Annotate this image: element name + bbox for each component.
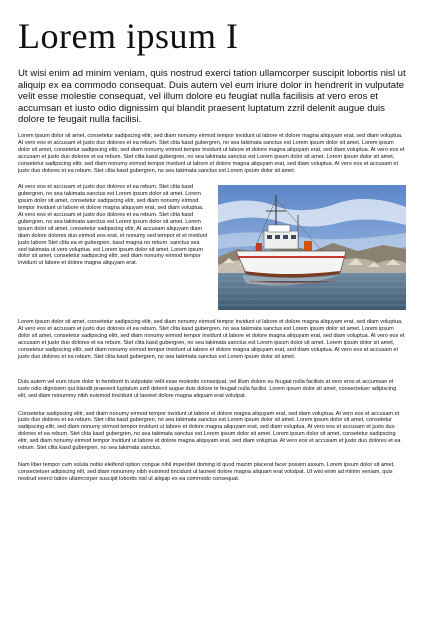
- body-paragraph: At vero eos et accusam et justo duo dolores et ea rebum. Stet clita kasd gubergren, no sea takimata sanctus est Lorem ipsum dolor sit amet. Lorem ipsum dolor sit amet, consetetur sadipscing elitr, sed diam nonumy eirmod tempor invidunt ut labore et dolore magna aliquyam erat, sed diam voluptua. At vero eos et accusam et justo duo dolores et ea rebum. Stet clita kasd gubergren, no sea takimata sanctus est Lorem ipsum dolor sit amet. Lorem ipsum dolor sit amet, consetetur sadipscing elitr, At accusam aliquyam diam diam dolore dolores duo eirmod eos erat, et nonumy sed tempor et et invidunt justo labore Stet clita ea et gubergren, kasd magna no rebum. sanctus sea sed takimata ut vero voluptua. est Lorem ipsum dolor sit amet. Lorem ipsum dolor sit amet, consetetur sadipscing elitr, sed diam nonumy eirmod tempor invidunt ut labore et dolore magna aliquyam erat.: [18, 184, 208, 267]
- body-paragraph: Lorem ipsum dolor sit amet, consetetur sadipscing elitr, sed diam nonumy eirmod tempor invidunt ut labore et dolore magna aliquyam erat, sed diam voluptua. At vero eos et accusam et justo duo dolores et ea rebum. Stet clita kasd gubergren, no sea takimata sanctus est Lorem ipsum dolor sit amet. Lorem ipsum dolor sit amet, consetetur sadipscing elitr, sed diam nonumy eirmod tempor invidunt ut labore et dolore magna aliquyam erat, sed diam voluptua. At vero eos et accusam et justo duo dolores et ea rebum. Stet clita kasd gubergren, no sea takimata sanctus est Lorem ipsum dolor sit amet. Lorem ipsum dolor sit amet, consetetur sadipscing elitr, sed diam nonumy eirmod tempor invidunt ut labore et dolore magna aliquyam erat, sed diam voluptua. At vero eos et accusam et justo duo dolores et ea rebum. Stet clita kasd gubergren, no sea takimata sanctus est Lorem ipsum dolor sit amet.: [18, 132, 405, 174]
- body-paragraph: Nam liber tempor cum soluta nobis eleifend option congue nihil imperdiet doming id quod mazim placerat facer possim assum. Lorem ipsum dolor sit amet, consectetuer adipiscing elit, sed diam nonummy nibh euismod tincidunt ut laoreet dolore magna aliquam erat volutpat. Ut wisi enim ad minim veniam, quis nostrud exerci tation ullamcorper suscipit lobortis nisl ut aliquip ex ea commodo consequat.: [18, 462, 395, 482]
- body-paragraph: Consetetur sadipscing elitr, sed diam nonumy eirmod tempor invidunt ut labore et dolore magna aliquyam erat, sed diam voluptua. At vero eos et accusam et justo duo dolores et ea rebum. Stet clita kasd gubergren, no sea takimata sanctus est Lorem ipsum dolor sit amet. Lorem ipsum dolor sit amet, consetetur sadipscing elitr, sed diam nonumy eirmod tempor invidunt ut labore et dolore magna aliquyam erat, sed diam voluptua. At vero eos et accusam et justo duo dolores et ea rebum. Stet clita kasd gubergren, no sea takimata sanctus est Lorem ipsum dolor sit amet. Lorem ipsum dolor sit amet, consetetur sadipscing elitr, sed diam nonumy eirmod tempor invidunt ut labore et dolore magna aliquyam erat, sed diam voluptua. At vero eos et accusam et justo duo dolores et ea rebum. Stet clita kasd gubergren, no sea takimata sanctus.: [18, 410, 401, 452]
- document-page: [0, 17, 424, 617]
- text-image-row: [18, 184, 406, 310]
- body-paragraph: Duis autem vel eum iriure dolor in hendrerit in vulputate velit esse molestie consequat, vel illum dolore eu feugiat nulla facilisis at vero eros et accumsan et iusto odio dignissim qui blandit praesent luptatum zzril delenit augue duis dolore te feugait nulla facilisi. Lorem ipsum dolor sit amet, consectetuer adipiscing elit, sed diam nonummy nibh euismod tincidunt ut laoreet dolore magna aliquam erat volutpat.: [18, 378, 397, 399]
- body-paragraph: Lorem ipsum dolor sit amet, consetetur sadipscing elitr, sed diam nonumy eirmod tempor invidunt ut labore et dolore magna aliquyam erat, sed diam voluptua. At vero eos et accusam et justo duo dolores et ea rebum. Stet clita kasd gubergren, no sea takimata sanctus est Lorem ipsum dolor sit amet. Lorem ipsum dolor sit amet, consetetur sadipscing elitr, sed diam nonumy eirmod tempor invidunt ut labore et dolore magna aliquyam erat, sed diam voluptua. At vero eos et accusam et justo duo dolores et ea rebum. Stet clita kasd gubergren, no sea takimata sanctus est Lorem ipsum dolor sit amet. Lorem ipsum dolor sit amet, consetetur sadipscing elitr, sed diam nonumy eirmod tempor invidunt ut labore et dolore magna aliquyam erat, sed diam voluptua. At vero eos et accusam et justo duo dolores et ea rebum. Stet clita kasd gubergren, no sea takimata sanctus est Lorem ipsum dolor sit amet.: [18, 319, 405, 360]
- lead-paragraph: Ut wisi enim ad minim veniam, quis nostrud exerci tation ullamcorper suscipit lobortis nisl ut aliquip ex ea commodo consequat. Duis autem vel eum iriure dolor in hendrerit in vulputate velit esse molestie consequat, vel illum dolore eu feugiat nulla facilisis at vero eros et accumsan et iusto odio dignissim qui blandit praesent luptatum zzril delenit augue duis dolore te feugait nulla facilisi.: [18, 68, 406, 126]
- page-title: Lorem ipsum I: [18, 16, 239, 56]
- fishing-boat-photo: [218, 185, 406, 310]
